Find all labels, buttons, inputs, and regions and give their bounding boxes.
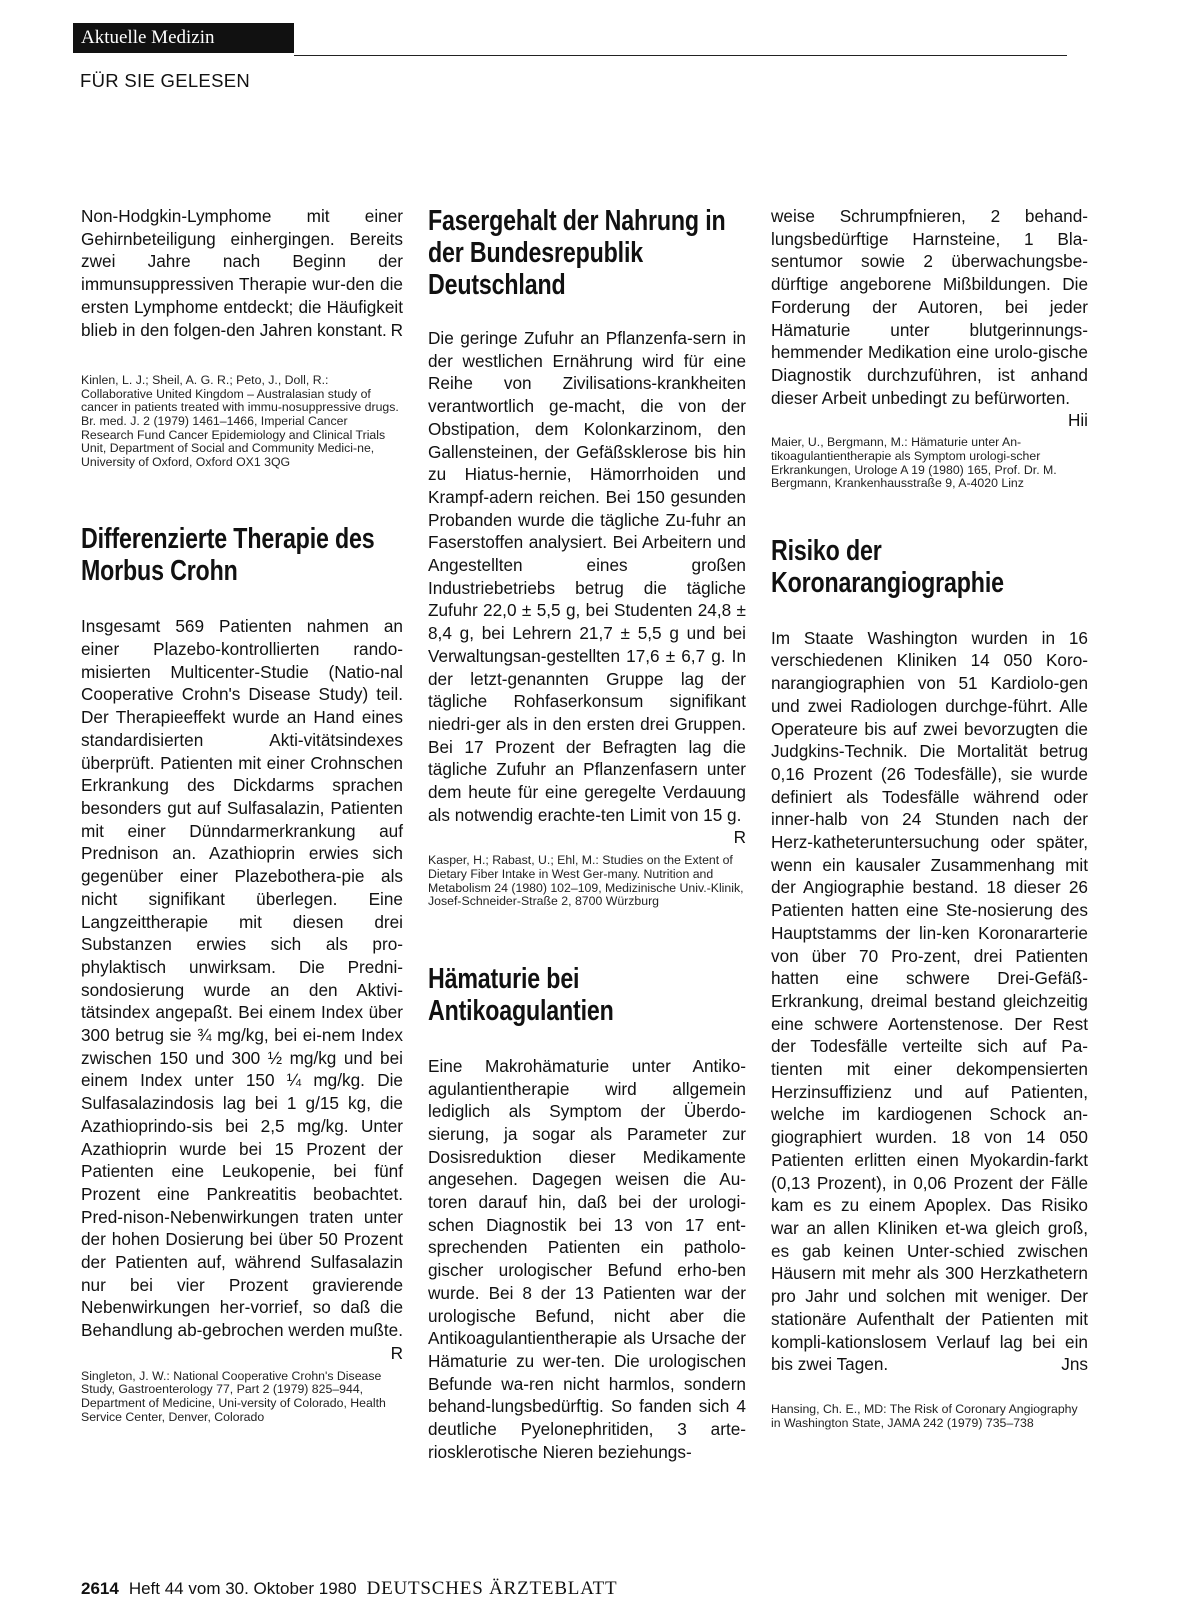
article-reference: Kasper, H.; Rabast, U.; Ehl, M.: Studies on the Extent of Dietary Fiber Intake in West Ger-many. Nutrition and Metabolism 24 (1980) 102–109, Medizinische Univ.-Klinik, Josef-Schneider-Straße 2, 8700 Würzburg	[428, 853, 744, 909]
article-reference: Maier, U., Bergmann, M.: Hämaturie unter An-tikoagulantientherapie als Symptom urologi-scher Erkrankungen, Urologe A 19 (1980) 165, Prof. Dr. M. Bergmann, Krankenhausstraße 9, A-4020 Linz	[771, 435, 1057, 491]
journal-name: DEUTSCHES ÄRZTEBLATT	[366, 1578, 618, 1599]
column-2	[428, 205, 746, 1464]
article-text: weise Schrumpfnieren, 2 behand-lungsbedürftige Harnsteine, 1 Bla-sentumor sowie 2 überwachungsbe-dürftige angeborene Mißbildungen. Die Forderung der Autoren, bei jeder Hämaturie unter blutgerinnungs-hemmender Medikation eine urolo-gische Diagnostik durchzuführen, ist anhand dieser Arbeit unbedingt zu befürworten. Hii	[771, 206, 1088, 431]
article-title: Differenzierte Therapie des Morbus Crohn	[81, 523, 375, 588]
article-text: Im Staate Washington wurden in 16 verschiedenen Kliniken 14 050 Koro-narangiographien von 51 Kardiolo-gen und zwei Radiologen durchge-führt. Alle Operateure bis auf zwei bevorzugten die Judgkins-Technik. Die Mortalität betrug 0,16 Prozent (26 Todesfälle), sie wurde definiert als Todesfälle während oder inner-halb von 24 Stunden nach der Herz-katheteruntersuchung oder später, wenn ein kausaler Zusammenhang mit der Angiographie bestand. 18 dieser 26 Patienten hatten eine Ste-nosierung des Hauptstamms der lin-ken Koronararterie von über 70 Pro-zent, drei Patienten hatten eine schwere Drei-Gefäß-Erkrankung, dreimal bestand gleichzeitig eine schwere Aortenstenose. Der Rest der Todesfälle verteilte sich auf Pa-tienten mit einer dekompensierten Herzinsuffizienz und auf Patienten, welche im kardiogenen Schock an-giographiert wurden. 18 von 14 050 Patienten erlitten einen Myokardin-farkt (0,13 Prozent), in 0,06 Prozent der Fälle kam es zu einem Apoplex. Das Risiko war an allen Kliniken et-wa gleich groß, es gab keinen Unter-schied zwischen Häusern mit mehr als 300 Herzkathetern pro Jahr und solchen mit weniger. Der stationäre Aufenthalt der Patienten mit kompli-kationslosem Verlauf lag bei ein bis zwei Tagen. Jns	[771, 627, 1088, 1375]
author-initials: R	[733, 827, 746, 848]
article-text: Die geringe Zufuhr an Pflanzenfa-sern in der westlichen Ernährung wird für eine Reihe von Zivilisations-krankheiten verantwortlich ge-macht, die von der Obstipation, dem Kolonkarzinom, den Gallensteinen, der Gefäßsklerose bis hin zu Hiatus-hernie, Hämorrhoiden und Krampf-adern reichen. Bei 150 gesunden Probanden wurde die tägliche Zu-fuhr an Faserstoffen analysiert. Bei Arbeitern und Angestellten eines großen Industriebetriebs betrug die tägliche Zufuhr 22,0 ± 5,5 g, bei Studenten 24,8 ± 8,4 g, bei Lehrern 21,7 ± 5,5 g und bei Verwaltungsan-gestellten 17,6 ± 6,7 g. In der letzt-genannten Gruppe lag der tägliche Rohfaserkonsum signifikant niedri-ger als in den ersten drei Gruppen. Bei 17 Prozent der Befragten lag die tägliche Zufuhr an Pflanzenfasern unter dem heute für eine geregelte Verdauung als notwendig erachte-ten Limit von 15 g. R	[428, 328, 746, 848]
author-initials: R	[390, 1342, 403, 1363]
section-label: FÜR SIE GELESEN	[80, 70, 251, 91]
column-3	[771, 205, 1088, 1430]
article-text: Eine Makrohämaturie unter Antiko-agulantientherapie wird allgemein lediglich als Symptom der Überdo-sierung, ja sogar als Parameter zur Dosisreduktion dieser Medikamente angesehen. Dagegen weisen die Au-toren darauf hin, daß bei der urologi-schen Diagnostik bei 13 von 17 ent-sprechenden Patienten ein patholo-gischer urologischer Befund erho-ben wurde. Bei 8 der 13 Patienten war der urologische Befund, nicht aber die Antikoagulantientherapie als Ursache der Hämaturie zu wer-ten. Die urologischen Befunde wa-ren nicht harmlos, sondern behand-lungsbedürftig. So fanden sich 4 deutliche Pyelonephritiden, 3 arte-riosklerotische Nieren beziehungs-	[428, 1055, 746, 1462]
article-reference: Singleton, J. W.: National Cooperative Crohn's Disease Study, Gastroenterology 77, Part 2 (1979) 825–944, Department of Medicine, Uni-versity of Colorado, Health Service Center, Denver, Colorado	[81, 1368, 386, 1424]
article-text: Insgesamt 569 Patienten nahmen an einer Plazebo-kontrollierten rando-misierten Multicenter-Studie (Natio-nal Cooperative Crohn's Disease Study) teil. Der Therapieeffekt wurde an Hand eines standardisierten Akti-vitätsindexes überprüft. Patienten mit einer Crohnschen Erkrankung des Dickdarms sprachen besonders gut auf Sulfasalazin, Patienten mit einer Dünndarmerkrankung auf Prednison an. Azathioprin erwies sich gegenüber einer Plazebothera-pie als nicht signifikant überlegen. Eine Langzeittherapie mit diesen drei Substanzen erwies sich als pro-phylaktisch unwirksam. Die Predni-sondosierung wurde an den Aktivi-tätsindex angepaßt. Bei einem Index über 300 betrug sie ¾ mg/kg, bei ei-nem Index zwischen 150 und 300 ½ mg/kg und bei einem Index unter 150 ¼ mg/kg. Die Sulfasalazindosis lag bei 1 g/15 kg, die Azathioprindo-sis bei 2,5 mg/kg. Unter Azathioprin wurde bei 15 Prozent der Patienten eine Leukopenie, bei fünf Prozent eine Pankreatitis beobachtet. Pred-nison-Nebenwirkungen traten unter der hohen Dosierung bei über 50 Prozent der Patienten auf, während Sulfasalazin nur bei vier Prozent gravierende Nebenwirkungen her-vorrief, so daß die Behandlung ab-gebrochen werden mußte. R	[81, 616, 404, 1363]
author-initials: R	[390, 319, 403, 340]
article-title: Fasergehalt der Nahrung in der Bundesrepublik Deutschland	[428, 205, 726, 301]
page-footer	[81, 1578, 617, 1600]
article-text: Non-Hodgkin-Lymphome mit einer Gehirnbeteiligung einhergingen. Bereits zwei Jahre nach Beginn der immunsuppressiven Therapie wur-den die ersten Lymphome entdeckt; die Häufigkeit blieb in den folgen-den Jahren konstant. R	[81, 206, 403, 340]
page-number: 2614	[81, 1579, 119, 1598]
section-tag: Aktuelle Medizin	[73, 23, 294, 53]
article-title: Risiko der Koronarangiographie	[771, 534, 1004, 599]
article-reference: Hansing, Ch. E., MD: The Risk of Coronary Angiography in Washington State, JAMA 242 (1979) 735–738	[771, 1401, 1078, 1430]
author-initials: Hii	[1067, 410, 1088, 431]
author-initials: Jns	[1061, 1354, 1088, 1375]
article-reference: Kinlen, L. J.; Sheil, A. G. R.; Peto, J., Doll, R.: Collaborative United Kingdom – Australasian study of cancer in patients treated with immu-nosuppressive drugs. Br. med. J. 2 (1979) 1461–1466, Imperial Cancer Research Fund Cancer Epidemiology and Clinical Trials Unit, Department of Social and Community Medici-ne, University of Oxford, Oxford OX1 3QG	[81, 373, 399, 469]
issue-info: Heft 44 vom 30. Oktober 1980	[128, 1579, 357, 1598]
header-rule	[294, 55, 1067, 56]
article-title: Hämaturie bei Antikoagulantien	[428, 962, 614, 1027]
column-1	[81, 205, 403, 1424]
